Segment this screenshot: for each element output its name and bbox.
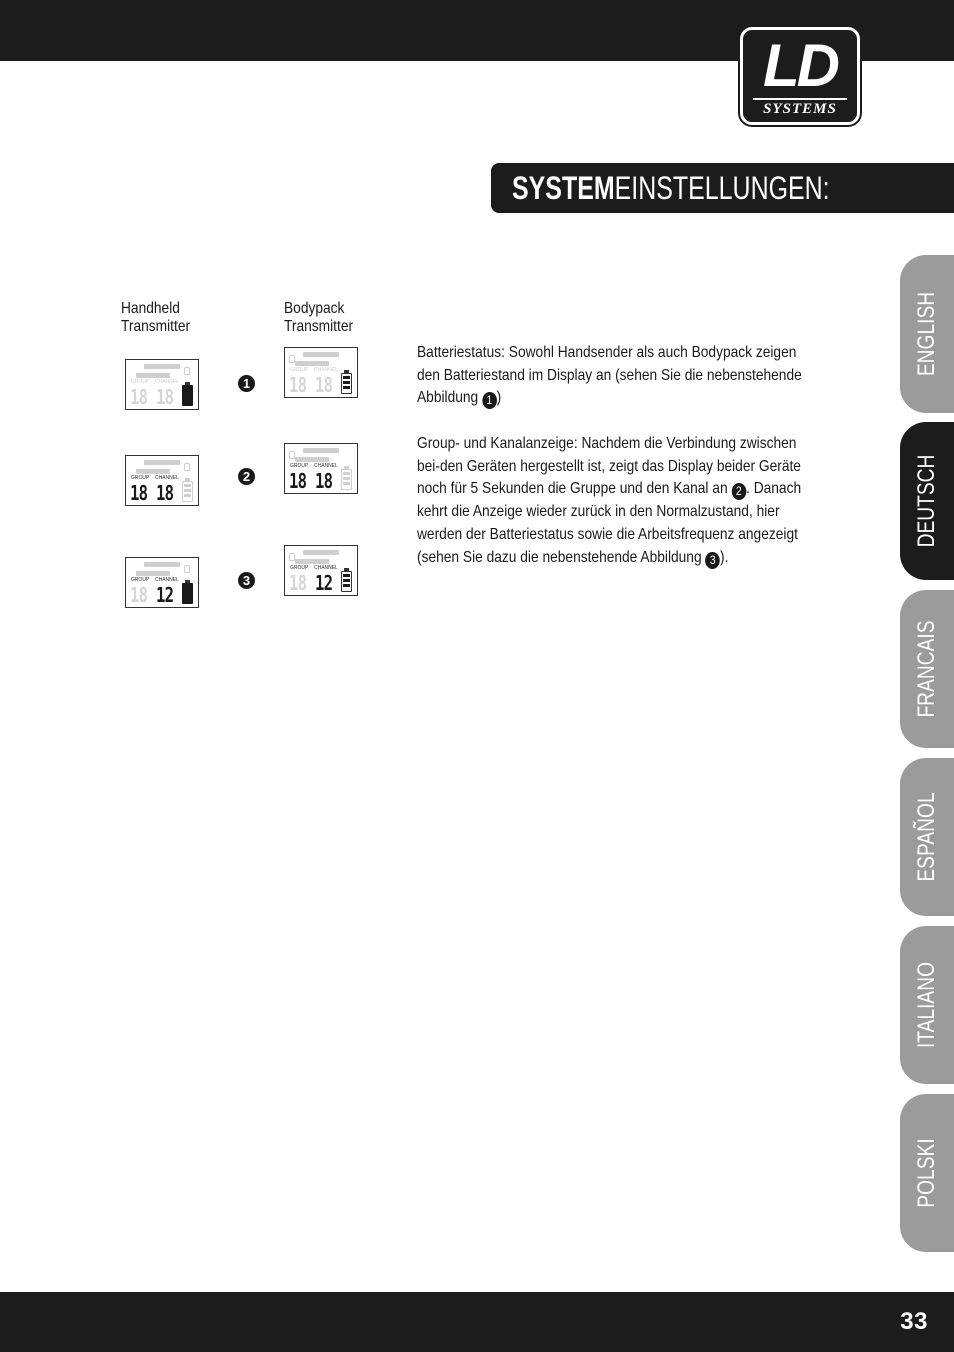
handheld-lcd-display (125, 455, 199, 506)
figure-marker-1-inline: 1 (482, 392, 497, 409)
language-tab-label: DEUTSCH (913, 454, 940, 548)
language-tab-francais[interactable] (900, 590, 954, 748)
lcd-group-label: GROUP (290, 565, 309, 571)
battery-segment (343, 574, 350, 577)
lcd-channel-digits: 18 (156, 481, 174, 505)
lcd-group-digits: 18 (130, 481, 148, 505)
battery-icon (182, 583, 193, 604)
battery-icon (182, 481, 193, 502)
language-tab-english[interactable] (900, 255, 954, 413)
battery-segment (184, 393, 191, 396)
bottom-bar (0, 1292, 954, 1352)
lcd-group-digits: 18 (289, 571, 307, 595)
lcd-indicator-tag (303, 550, 339, 555)
language-tab-label: POLSKI (913, 1138, 940, 1208)
battery-icon (182, 385, 193, 406)
battery-segment (343, 584, 350, 587)
column-label-bodypack: Bodypack Transmitter (284, 300, 354, 335)
lcd-indicator-tag (295, 559, 329, 564)
figure-marker-2-inline: 2 (731, 483, 746, 500)
lcd-group-digits: 18 (130, 385, 148, 409)
lock-icon (184, 463, 190, 471)
battery-segment (343, 482, 350, 485)
lcd-group-label: GROUP (290, 463, 309, 469)
bodypack-lcd-display (284, 443, 358, 494)
battery-segment (184, 591, 191, 594)
handheld-lcd-display (125, 359, 199, 410)
lcd-indicator-tag (144, 364, 180, 369)
lcd-group-label: GROUP (290, 367, 309, 373)
lcd-channel-digits: 18 (315, 469, 333, 493)
lcd-channel-digits: 18 (315, 373, 333, 397)
battery-segment (343, 477, 350, 480)
lcd-channel-label: CHANNEL (155, 379, 179, 385)
paragraph-group-text-cont: . Danach kehrt die Anzeige wieder zurück in den Normalzustand, hier werden der Batteriestatus sowie die Arbeitsfrequenz angezeigt (sehen Sie dazu die nebenstehende Abbildung (417, 480, 802, 566)
battery-segment (184, 489, 191, 492)
language-tab-label: FRANCAIS (913, 620, 940, 718)
battery-segment (343, 381, 350, 384)
battery-icon (341, 571, 352, 592)
paragraph-battery-text: Batteriestatus: Sowohl Handsender als auch Bodypack zeigen den Batteriestand im Display an (sehen Sie die nebenstehende Abbildung (417, 344, 802, 407)
battery-segment (184, 388, 191, 391)
lcd-channel-label: CHANNEL (155, 475, 179, 481)
figure-marker-3-inline: 3 (705, 552, 720, 569)
lcd-channel-digits: 12 (315, 571, 333, 595)
column-label-handheld: Handheld Transmitter (121, 300, 191, 335)
lcd-group-digits: 18 (130, 583, 148, 607)
lock-icon (184, 565, 190, 573)
title-regular-part: EINSTELLUNGEN: (614, 170, 830, 206)
lock-icon (184, 367, 190, 375)
battery-icon (341, 373, 352, 394)
lcd-channel-label: CHANNEL (314, 565, 338, 571)
lcd-group-digits: 18 (289, 469, 307, 493)
lcd-group-label: GROUP (131, 475, 150, 481)
ld-systems-logo (740, 27, 860, 125)
paragraph-group-channel (417, 433, 823, 569)
language-tab-label: ITALIANO (913, 961, 940, 1049)
paragraph-battery-end: ) (496, 389, 502, 407)
bodypack-lcd-display (284, 545, 358, 596)
lcd-indicator-tag (303, 448, 339, 453)
page-number: 33 (900, 1308, 928, 1335)
lcd-indicator-tag (295, 457, 329, 462)
paragraph-battery-status (417, 342, 823, 410)
section-title-text (512, 170, 830, 206)
battery-segment (184, 586, 191, 589)
lcd-indicator-tag (136, 469, 170, 474)
lock-icon (289, 451, 295, 459)
battery-segment (184, 398, 191, 401)
lcd-indicator-tag (144, 460, 180, 465)
lcd-group-label: GROUP (131, 577, 150, 583)
title-bold-part: SYSTEM (512, 170, 615, 206)
lcd-channel-label: CHANNEL (155, 577, 179, 583)
battery-icon (341, 469, 352, 490)
paragraph-group-text: Group- und Kanalanzeige: Nachdem die Verbindung zwischen bei-den Geräten hergestellt ist, zeigt das Display beider Geräte noch für 5 Sekunden die Gruppe und den Kanal an (417, 435, 801, 498)
battery-segment (184, 484, 191, 487)
language-tab-polski[interactable] (900, 1094, 954, 1252)
lcd-indicator-tag (144, 562, 180, 567)
figure-marker-1: 1 (238, 375, 255, 392)
battery-segment (184, 494, 191, 497)
lcd-indicator-tag (303, 352, 339, 357)
figure-marker-3: 3 (238, 572, 255, 589)
lcd-group-digits: 18 (289, 373, 307, 397)
lcd-group-label: GROUP (131, 379, 150, 385)
lock-icon (289, 553, 295, 561)
lcd-channel-label: CHANNEL (314, 463, 338, 469)
lcd-indicator-tag (136, 373, 170, 378)
logo-main-text: LD (763, 32, 837, 99)
lcd-indicator-tag (295, 361, 329, 366)
battery-segment (343, 386, 350, 389)
lcd-channel-digits: 12 (156, 583, 174, 607)
lock-icon (289, 355, 295, 363)
paragraph-group-end: ). (720, 548, 729, 566)
language-tab-italiano[interactable] (900, 926, 954, 1084)
logo-sub-text: SYSTEMS (753, 98, 847, 118)
battery-segment (343, 472, 350, 475)
battery-segment (343, 376, 350, 379)
language-tab-label: ENGLISH (913, 291, 940, 377)
battery-segment (184, 596, 191, 599)
lcd-indicator-tag (136, 571, 170, 576)
bodypack-lcd-display (284, 347, 358, 398)
language-tab-label: ESPAÑOL (913, 792, 940, 882)
battery-segment (343, 579, 350, 582)
handheld-lcd-display (125, 557, 199, 608)
language-tab-español[interactable] (900, 758, 954, 916)
lcd-channel-digits: 18 (156, 385, 174, 409)
lcd-channel-label: CHANNEL (314, 367, 338, 373)
language-tab-deutsch[interactable] (900, 422, 954, 580)
figure-marker-2: 2 (238, 468, 255, 485)
section-title (491, 163, 954, 213)
